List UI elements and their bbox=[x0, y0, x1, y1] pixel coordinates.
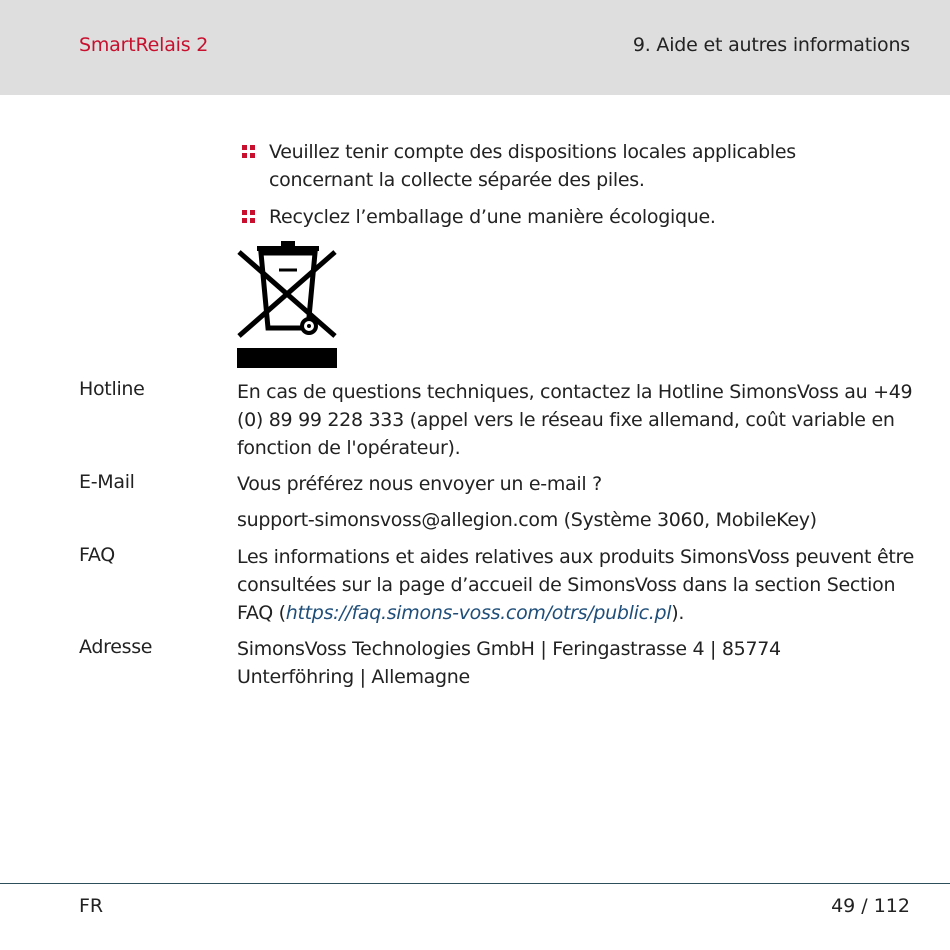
faq-text-after: ). bbox=[671, 602, 685, 624]
footer-language: FR bbox=[79, 895, 104, 917]
email-label: E-Mail bbox=[79, 471, 135, 493]
red-square-bullet-icon bbox=[242, 145, 255, 158]
red-square-bullet-icon bbox=[242, 210, 255, 223]
header-section-title: 9. Aide et autres informations bbox=[632, 34, 910, 56]
bullet-item-packaging bbox=[242, 203, 812, 231]
bullet-item-batteries bbox=[242, 138, 812, 194]
address-text: SimonsVoss Technologies GmbH | Feringastrasse 4 | 85774 Unterföhring | Allemagne bbox=[237, 638, 781, 688]
faq-text-before: Les informations et aides relatives aux produits SimonsVoss peuvent être consultées sur la page d’accueil de SimonsVoss dans la section Section FAQ ( bbox=[237, 546, 914, 624]
address-label: Adresse bbox=[79, 636, 153, 658]
footer-page-number: 49 / 112 bbox=[831, 895, 910, 917]
faq-label: FAQ bbox=[79, 544, 115, 566]
faq-text bbox=[237, 543, 917, 627]
header-product-title: SmartRelais 2 bbox=[79, 34, 209, 56]
email-text: Vous préférez nous envoyer un e-mail ? bbox=[237, 473, 602, 495]
faq-link[interactable]: https://faq.simons-voss.com/otrs/public.pl bbox=[285, 602, 672, 624]
footer-divider bbox=[0, 883, 950, 884]
hotline-label: Hotline bbox=[79, 378, 145, 400]
bullet-text: Recyclez l’emballage d’une manière écologique. bbox=[269, 206, 716, 228]
crossed-out-wheelie-bin-icon bbox=[237, 240, 337, 368]
hotline-text: En cas de questions techniques, contactez la Hotline SimonsVoss au +49 (0) 89 99 228 333 (appel vers le réseau fixe allemand, coût variable en fonction de l'opérateur). bbox=[237, 381, 913, 459]
email-address[interactable]: support-simonsvoss@allegion.com (Système 3060, MobileKey) bbox=[237, 509, 817, 531]
page-header bbox=[0, 0, 950, 95]
bullet-text: Veuillez tenir compte des dispositions locales applicables concernant la collecte séparée des piles. bbox=[269, 141, 796, 191]
